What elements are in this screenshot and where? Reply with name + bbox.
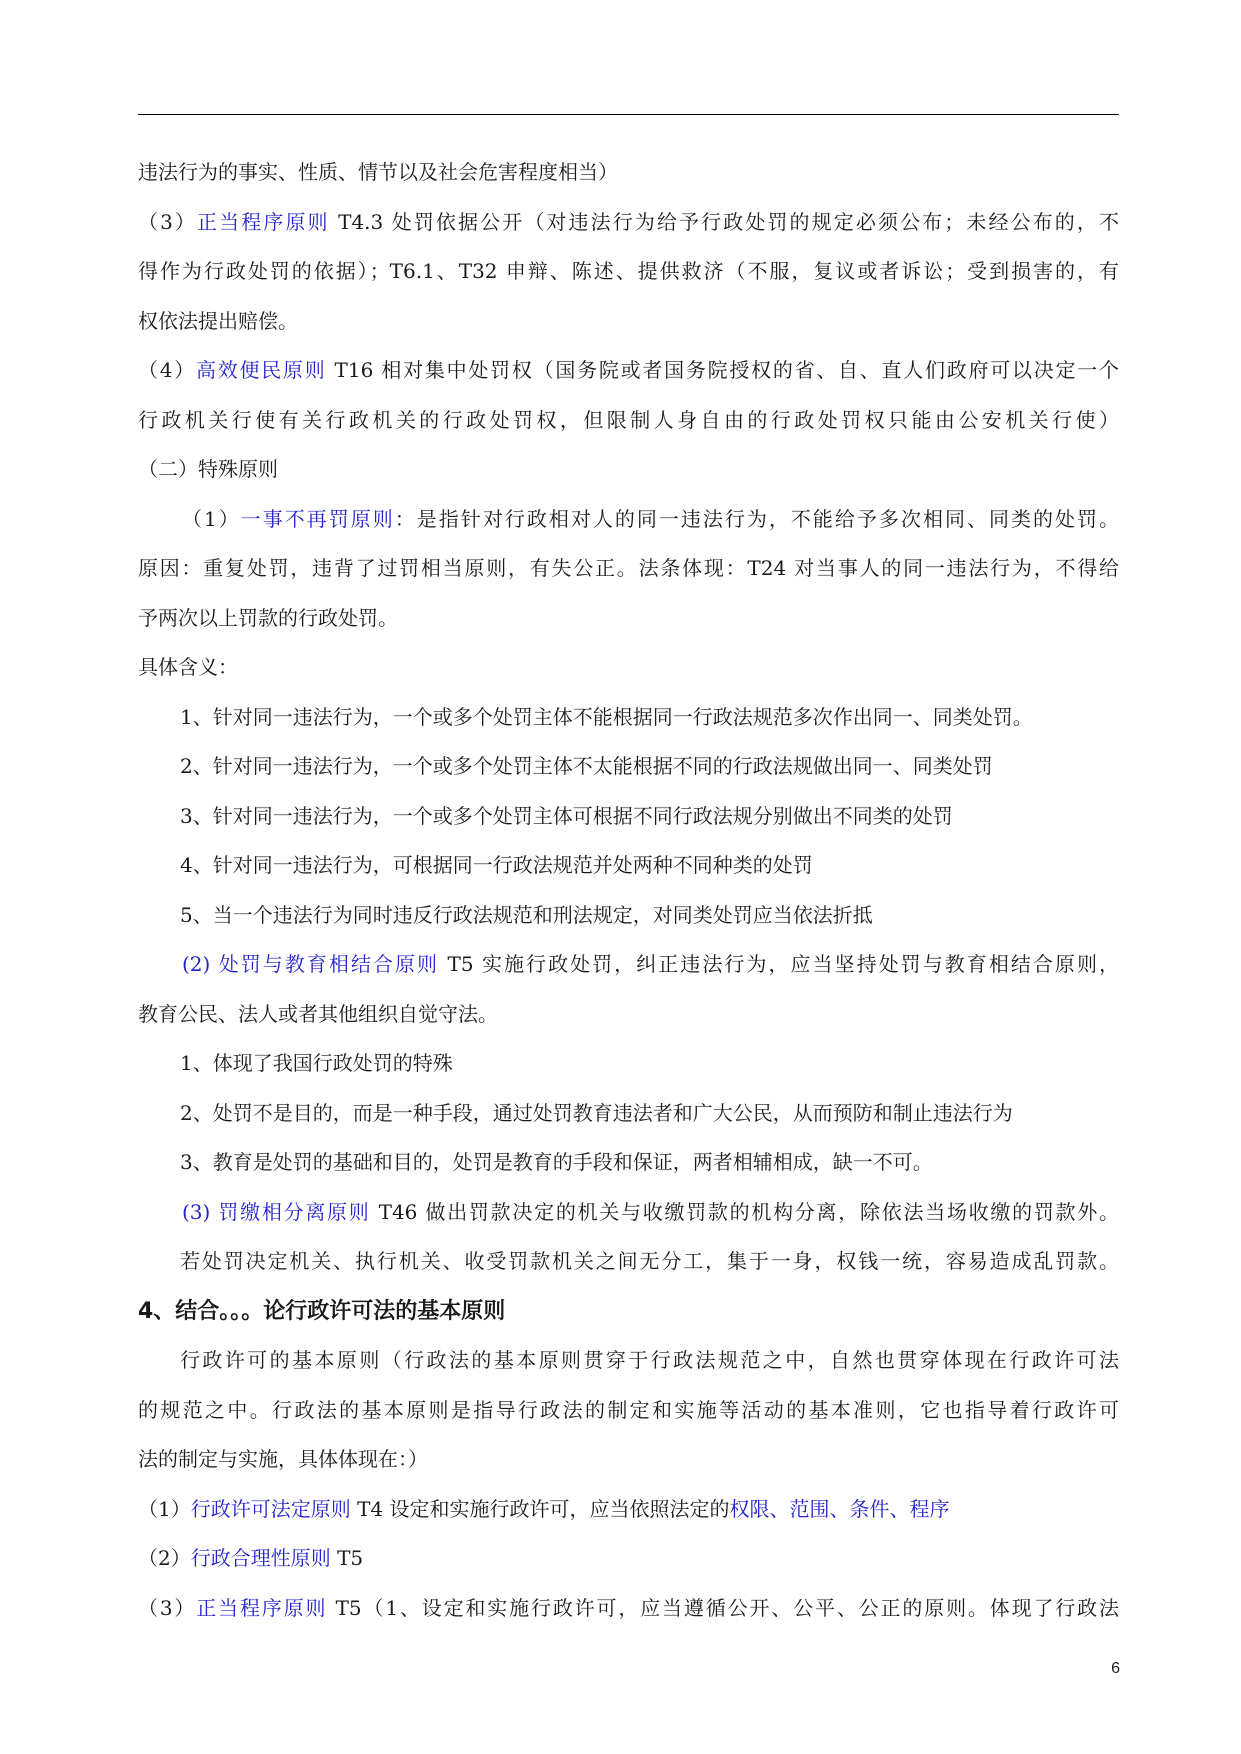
- text-segment: （4）: [138, 358, 196, 382]
- text-segment: T4.3 处罚依据公开（对违法行为给予行政处罚的规定必须公布；未经公布的，不: [329, 209, 1119, 234]
- highlighted-term: 行政许可法定原则: [190, 1496, 351, 1521]
- text-segment: 行政许可的基本原则（行政法的基本原则贯穿于行政法规范之中，自然也贯穿体现在行政许可法: [180, 1348, 1119, 1372]
- text-segment: 若处罚决定机关、执行机关、收受罚款机关之间无分工，集于一身，权钱一统，容易造成乱罚款。: [180, 1249, 1119, 1273]
- text-line: [138, 198, 1119, 248]
- text-line: [138, 544, 1119, 594]
- page-number: 6: [1111, 1660, 1120, 1677]
- text-segment: 原因：重复处罚，违背了过罚相当原则，有失公正。法条体现：T24 对当事人的同一违法行为，不得给: [138, 556, 1119, 580]
- text-line: [138, 247, 1119, 297]
- text-line: [138, 1188, 1119, 1238]
- text-line: [138, 891, 1119, 941]
- text-line: [138, 594, 1119, 644]
- text-line: [138, 990, 1119, 1040]
- text-segment: 2、处罚不是目的，而是一种手段，通过处罚教育违法者和广大公民，从而预防和制止违法行为: [180, 1100, 1013, 1125]
- text-line: [138, 1138, 1119, 1188]
- text-segment: 具体含义：: [138, 655, 238, 679]
- text-segment: T5（1、设定和实施行政许可，应当遵循公开、公平、公正的原则。体现了行政法: [327, 1595, 1119, 1620]
- text-segment: 行政机关行使有关行政机关的行政处罚权，但限制人身自由的行政处罚权只能由公安机关行使）: [138, 407, 1119, 432]
- text-line: [138, 346, 1119, 396]
- text-segment: T5 实施行政处罚，纠正违法行为，应当坚持处罚与教育相结合原则，: [439, 952, 1119, 976]
- text-segment: 4、针对同一违法行为，可根据同一行政法规范并处两种不同种类的处罚: [180, 853, 813, 877]
- text-segment: 得作为行政处罚的依据）；T6.1、T32 申辩、陈述、提供救济（不服，复议或者诉讼；受到损害的，有: [138, 259, 1119, 283]
- highlighted-term: (3) 罚缴相分离原则: [182, 1199, 371, 1224]
- text-line: [138, 841, 1119, 891]
- header-rule: [138, 114, 1119, 115]
- text-line: [138, 1435, 1119, 1485]
- text-line: [138, 495, 1119, 545]
- text-line: [138, 1336, 1119, 1386]
- highlighted-term: 正当程序原则: [197, 209, 330, 234]
- text-segment: 违法行为的事实、性质、情节以及社会危害程度相当）: [138, 160, 618, 184]
- highlighted-term: 行政合理性原则: [190, 1546, 331, 1570]
- text-line: [138, 1089, 1119, 1139]
- text-segment: T4 设定和实施行政许可，应当依照法定的: [350, 1496, 730, 1521]
- text-line: [138, 693, 1119, 743]
- text-line: [138, 742, 1119, 792]
- text-segment: 3、针对同一违法行为，一个或多个处罚主体可根据不同行政法规分别做出不同类的处罚: [180, 803, 953, 828]
- text-segment: T5: [330, 1546, 364, 1570]
- text-segment: （3）: [138, 209, 198, 234]
- text-line: [138, 1039, 1119, 1089]
- text-segment: （1）: [182, 506, 241, 531]
- text-segment: 2、针对同一违法行为，一个或多个处罚主体不太能根据不同的行政法规做出同一、同类处罚: [180, 754, 993, 778]
- text-line: [138, 792, 1119, 842]
- text-segment: （二）特殊原则: [138, 457, 278, 481]
- text-segment: 予两次以上罚款的行政处罚。: [138, 605, 398, 630]
- section-heading: [138, 1287, 1119, 1337]
- text-line: [138, 940, 1119, 990]
- text-line: [138, 1584, 1119, 1634]
- text-segment: T46 做出罚款决定的机关与收缴罚款的机构分离，除依法当场收缴的罚款外。: [370, 1199, 1119, 1224]
- text-segment: 1、针对同一违法行为，一个或多个处罚主体不能根据同一行政法规范多次作出同一、同类处罚。: [180, 704, 1033, 729]
- text-line: [138, 445, 1119, 495]
- document-body: [138, 148, 1119, 1633]
- text-segment: ：是指针对行政相对人的同一违法行为，不能给予多次相同、同类的处罚。: [394, 506, 1119, 531]
- highlighted-term: 正当程序原则: [196, 1595, 328, 1620]
- text-segment: 权依法提出赔偿。: [138, 308, 298, 333]
- highlighted-term: (2) 处罚与教育相结合原则: [182, 952, 440, 976]
- text-segment: 4、结合。。。论行政许可法的基本原则: [138, 1298, 506, 1324]
- text-line: [138, 1485, 1119, 1535]
- text-line: [138, 297, 1119, 347]
- highlighted-term: 一事不再罚原则: [240, 506, 395, 531]
- text-segment: （2）: [138, 1546, 191, 1570]
- highlighted-term: 高效便民原则: [195, 358, 327, 382]
- text-segment: （1）: [138, 1496, 191, 1521]
- text-line: [138, 148, 1119, 198]
- text-segment: 教育公民、法人或者其他组织自觉守法。: [138, 1001, 498, 1026]
- text-segment: 3、教育是处罚的基础和目的，处罚是教育的手段和保证，两者相辅相成，缺一不可。: [180, 1150, 933, 1174]
- text-line: [138, 396, 1119, 446]
- text-line: [138, 1237, 1119, 1287]
- text-segment: 法的制定与实施，具体体现在：）: [138, 1447, 428, 1471]
- text-line: [138, 643, 1119, 693]
- text-segment: 的规范之中。行政法的基本原则是指导行政法的制定和实施等活动的基本准则，它也指导着行政许可: [138, 1397, 1119, 1422]
- text-segment: T16 相对集中处罚权（国务院或者国务院授权的省、自、直人们政府可以决定一个: [326, 358, 1119, 382]
- text-segment: 5、当一个违法行为同时违反行政法规范和刑法规定，对同类处罚应当依法折抵: [180, 902, 873, 927]
- text-segment: 1、体现了我国行政处罚的特殊: [180, 1051, 453, 1075]
- text-segment: （3）: [138, 1595, 197, 1620]
- highlighted-term: 权限、范围、条件、程序: [729, 1496, 950, 1521]
- text-line: [138, 1534, 1119, 1584]
- text-line: [138, 1386, 1119, 1436]
